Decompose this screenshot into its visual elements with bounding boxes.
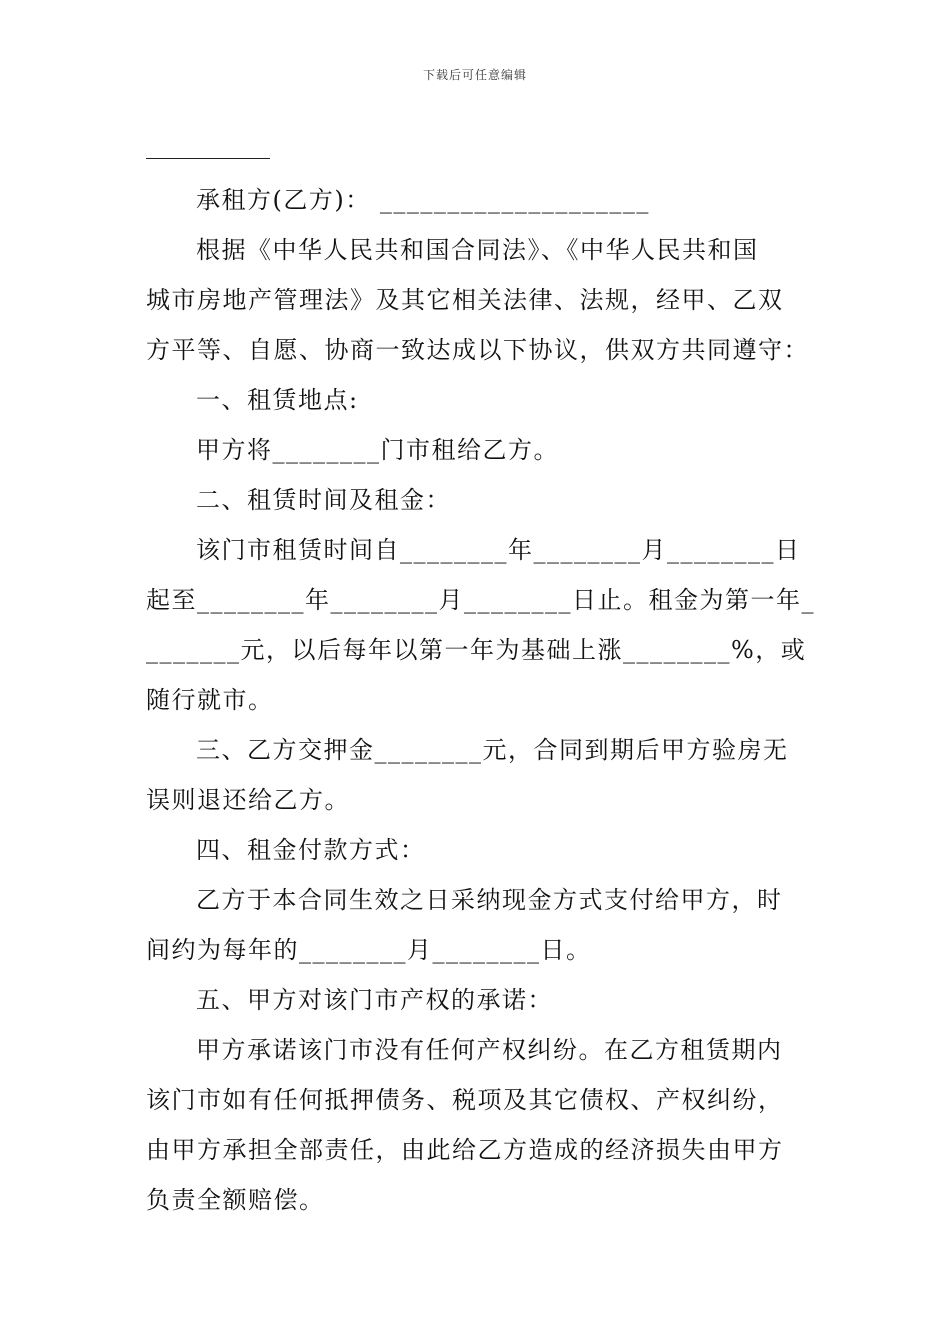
paragraph-line: 城市房地产管理法》及其它相关法律、法规，经甲、乙双 [146, 286, 784, 314]
paragraph-line: 乙方于本合同生效之日采纳现金方式支付给甲方，时 [196, 886, 783, 914]
section-heading: 二、租赁时间及租金： [196, 486, 451, 514]
section-heading: 一、租赁地点: [196, 386, 359, 414]
paragraph-line: 甲方将________门市租给乙方。 [196, 436, 559, 464]
paragraph-line: 三、乙方交押金________元，合同到期后甲方验房无 [196, 736, 789, 764]
paragraph-line: 该门市如有任何抵押债务、税项及其它债权、产权纠纷， [146, 1086, 784, 1114]
paragraph-line: 负责全额赔偿。 [146, 1186, 325, 1214]
paragraph-line: 甲方承诺该门市没有任何产权纠纷。在乙方租赁期内 [196, 1036, 783, 1064]
paragraph-line: 方平等、自愿、协商一致达成以下协议，供双方共同遵守： [146, 336, 809, 364]
paragraph-line: 该门市租赁时间自________年________月________日 [196, 536, 801, 564]
paragraph-line: 误则退还给乙方。 [146, 786, 350, 814]
paragraph-line: 起至________年________月________日止。租金为第一年_ [146, 586, 815, 614]
paragraph-line: 间约为每年的________月________日。 [146, 936, 592, 964]
section-heading: 五、甲方对该门市产权的承诺： [196, 986, 553, 1014]
paragraph-line: 由甲方承担全部责任，由此给乙方造成的经济损失由甲方 [146, 1136, 784, 1164]
page-header-note: 下载后可任意编辑 [422, 68, 527, 82]
paragraph-line: 随行就市。 [146, 686, 274, 714]
section-heading: 四、租金付款方式： [196, 836, 426, 864]
lessee-line: 承租方(乙方)： ____________________ [196, 186, 650, 214]
signature-blank-line [146, 158, 270, 159]
paragraph-line: 根据《中华人民共和国合同法》、《中华人民共和国 [196, 236, 759, 264]
paragraph-line: _______元，以后每年以第一年为基础上涨________%，或 [146, 636, 807, 664]
